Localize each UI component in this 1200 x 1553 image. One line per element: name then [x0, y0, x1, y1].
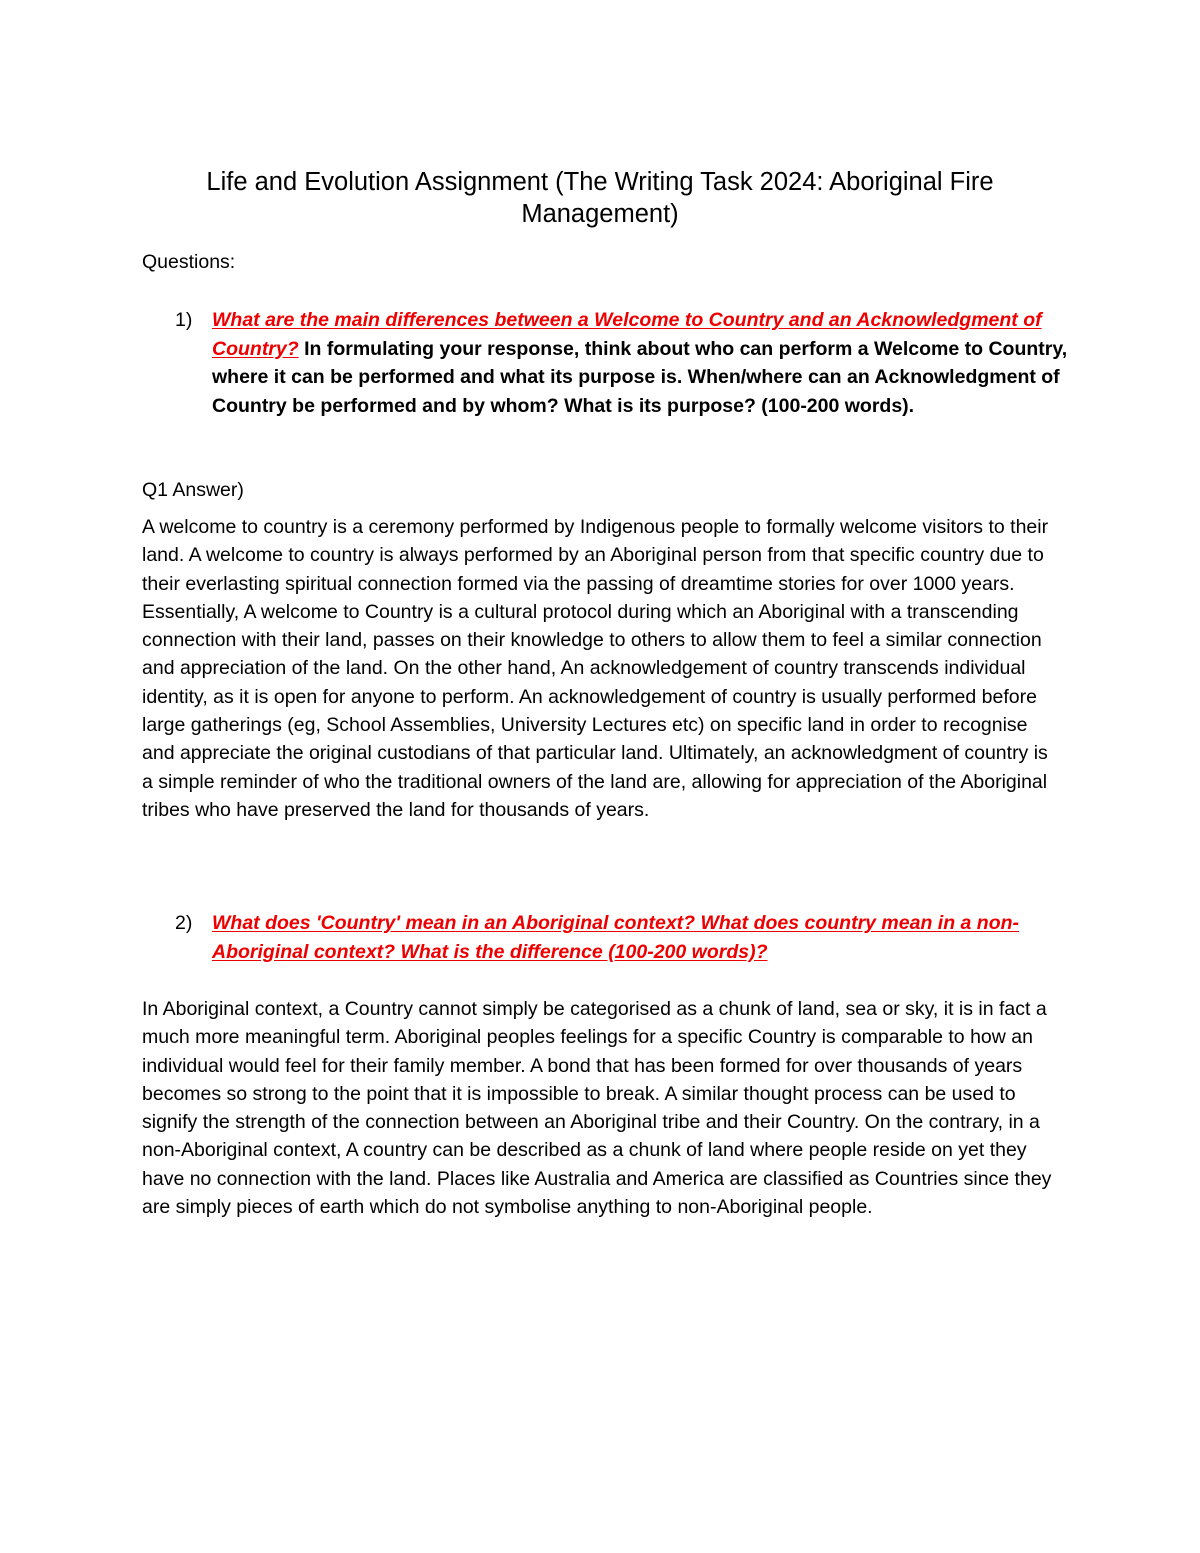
question-1-red-text: What are the main differences between a Welcome to Country and an Acknowledgment of Country?: [212, 309, 1042, 360]
question-1-body: [212, 306, 1072, 420]
question-2: [142, 909, 1072, 966]
q1-answer-text: A welcome to country is a ceremony performed by Indigenous people to formally welcome visitors to their land. A welcome to country is always performed by an Aboriginal person from that specific country due to their everlasting spiritual connection formed via the passing of dreamtime stories for over 1000 years. Essentially, A welcome to Country is a cultural protocol during which an Aboriginal with a transcending connection with their land, passes on their knowledge to others to allow them to feel a similar connection and appreciation of the land. On the other hand, An acknowledgement of country transcends individual identity, as it is open for anyone to perform. An acknowledgement of country is usually performed before large gatherings (eg, School Assemblies, University Lectures etc) on specific land in order to recognise and appreciate the original custodians of that particular land. Ultimately, an acknowledgment of country is a simple reminder of who the traditional owners of the land are, allowing for appreciation of the Aboriginal tribes who have preserved the land for thousands of years.: [142, 516, 1049, 821]
question-2-red-text: What does 'Country' mean in an Aboriginal context? What does country mean in a non-Aboriginal context? What is the difference (100-200 words)?: [212, 912, 1020, 963]
question-2-number: 2): [175, 912, 193, 934]
question-2-body: [212, 909, 1072, 966]
questions-label: Questions:: [142, 251, 236, 273]
question-1: [142, 306, 1072, 420]
question-1-bold-text: In formulating your response, think about who can perform a Welcome to Country, where it can be performed and what its purpose is. When/where can an Acknowledgment of Country be performed and by whom? What is its purpose? (100-200 words).: [212, 337, 1068, 417]
question-1-number: 1): [175, 309, 193, 331]
q2-answer-text: In Aboriginal context, a Country cannot simply be categorised as a chunk of land, sea or sky, it is in fact a much more meaningful term. Aboriginal peoples feelings for a specific Country is comparable to how an individual would feel for their family member. A bond that has been formed for over thousands of years becomes so strong to the point that it is impossible to break. A similar thought process can be used to signify the strength of the connection between an Aboriginal tribe and their Country. On the contrary, in a non-Aboriginal context, A country can be described as a chunk of land where people reside on yet they have no connection with the land. Places like Australia and America are classified as Countries since they are simply pieces of earth which do not symbolise anything to non-Aboriginal people.: [142, 998, 1052, 1219]
q1-answer-label: Q1 Answer): [142, 479, 244, 501]
document-title: Life and Evolution Assignment (The Writing Task 2024: Aboriginal Fire Management): [206, 168, 994, 228]
